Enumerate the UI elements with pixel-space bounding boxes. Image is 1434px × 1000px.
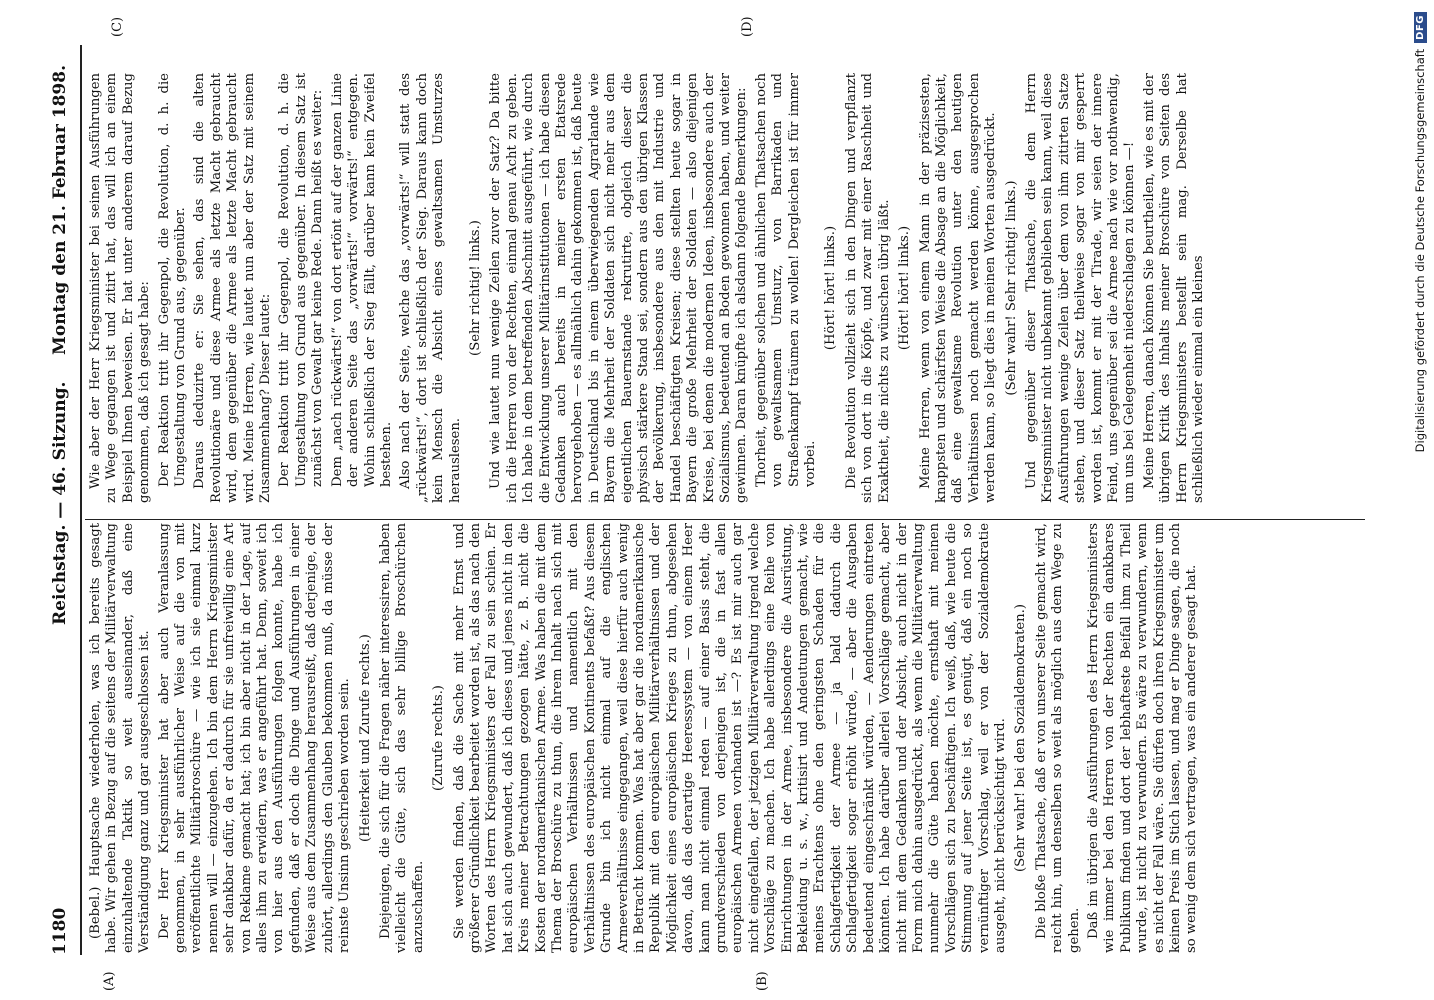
margin-letter-c: (C) xyxy=(110,16,125,37)
paragraph: Die Revolution vollzieht sich in den Dingen und verpflanzt sich von dort in die Köpfe, und zwar mit einer Raschheit und Exaktheit, die nichts zu wünschen übrig läßt. xyxy=(843,73,892,503)
paragraph: Die bloße Thatsache, daß er von unserer Seite gemacht wird, reicht hin, um denselben so weit als möglich aus dem Wege zu gehen. xyxy=(1033,523,1082,953)
paragraph: Daß im übrigen die Ausführungen des Herrn Kriegsministers wie immer bei den Herren von der Rechten ein dankbares Publikum finden und dort der lebhafteste Beifall ihm zu Theil wurde, ist nicht zu verwundern. Es wäre zu verwundern, wenn es nicht der Fall wäre. Sie dürfen doch ihren Kriegsminister um keinen Preis im Stich lassen, und mag er Dinge sagen, die noch so wenig dem sich vertragen, was ein anderer gesagt hat. xyxy=(1085,523,1200,953)
paragraph: Diejenigen, die sich für die Fragen näher interessiren, haben vielleicht die Güte, sich das sehr billige Broschürchen anzuschaffen. xyxy=(377,523,426,953)
paragraph: (Bebel.) Hauptsache wiederholen, was ich bereits gesagt habe. Wir gehen in Bezug auf die seitens der Militärverwaltung einzuhaltende Taktik so weit auseinander, daß eine Verständigung ganz und gar ausgeschlossen ist. xyxy=(88,523,153,953)
header-rule xyxy=(80,45,82,955)
column-divider xyxy=(85,519,1365,520)
quoted-passage: Der Reaktion tritt ihr Gegenpol, die Revolution, d. h. die Umgestaltung von Grund aus gegenüber. In diesem Satz ist zunächst von Gewalt gar keine Rede. Dann heißt es weiter: xyxy=(277,73,326,487)
rotated-page xyxy=(0,5,1370,995)
dfg-logo: DFG xyxy=(1414,12,1427,43)
interjection: (Hört! hört! links.) xyxy=(897,225,913,351)
paragraph: Und wie lautet nun wenige Zeilen zuvor der Satz? Da bitte ich die Herren von der Rechten, einmal genau Acht zu geben. Ich habe in dem betreffenden Abschnitt ausgeführt, wie durch die Entwicklung unserer Militärinstitutionen — ich habe diesen Gedanken auch bereits in meiner ersten Etatsrede hervorgehoben — es allmählich dahin gekommen ist, daß heute in Deutschland bis in einem überwiegenden Agrarlande wie Bayern die Mehrheit der Soldaten sich nicht mehr aus dem eigentlichen Bauernstande rekrutirte, obgleich dieser die physisch stärkere Stand sei, sondern aus den übrigen Klassen der Bevölkerung, insbesondere aus den mit Industrie und Handel beschäftigten Kreisen; diese stellten heute sogar in Bayern die große Mehrheit der Soldaten — also diejenigen Kreise, bei denen die modernen Ideen, insbesondere auch der Sozialismus, bedeutend an Boden gewonnen haben, und weiter gewinnen. Daran knüpfte ich alsdann folgende Bemerkungen: xyxy=(488,73,750,503)
paragraph: Wie aber der Herr Kriegsminister bei seinen Ausführungen zu Wege gegangen ist und zitirt hat, das will ich an einem Beispiel Ihnen beweisen. Er hat unter anderem darauf Bezug genommen, daß ich gesagt habe: xyxy=(88,73,153,503)
margin-letter-b: (B) xyxy=(755,971,770,991)
session-date: Montag den 21. Februar 1898. xyxy=(50,65,70,355)
session-title: Reichstag. — 46. Sitzung. xyxy=(50,381,70,625)
credit-text: Digitalisierung gefördert durch die Deutsche Forschungsgemeinschaft xyxy=(1413,48,1427,453)
paragraph: Der Herr Kriegsminister hat aber auch Veranlassung genommen, in sehr ausführlicher Weise auf die von mit veröffentlichte Militärbroschüre — wie ich sie einmal kurz nennen will — einzugehen. Ich bin dem Herrn Kriegsminister sehr dankbar dafür, da er dadurch für sie unfreiwillig eine Art von Reklame gemacht hat; ich bin aber nicht in der Lage, auf alles ihm zu erwidern, was er angeführt hat. Denn, soweit ich von hier aus den Ausführungen folgen konnte, habe ich gefunden, daß er doch die Dinge und Ausführungen in einer Weise aus dem Zusammenhang herausreißt, daß derjenige, der zuhört, allerdings den Glauben bekommen muß, da müsse der reinste Unsinn geschrieben worden sein. xyxy=(156,523,353,953)
interjection: (Sehr richtig! links.) xyxy=(467,220,483,356)
paragraph: Daraus deduzirte er: Sie sehen, das sind die alten Revolutionäre und diese Armee als letzte Macht gebraucht wird, dem gegenüber die Armee als letzte Macht gebraucht wird. Meine Herren, wie lautet nun aber der Satz mit seinem Zusammenhang? Dieser lautet: xyxy=(192,73,274,503)
running-header xyxy=(50,45,78,955)
left-text-column xyxy=(88,523,1358,953)
interjection: (Zurufe rechts.) xyxy=(431,685,447,791)
quoted-passage: Thorheit, gegenüber solchen und ähnlichen Thatsachen noch von gewaltsamem Umsturz, von Barrikaden und Straßenkampf träumen zu wollen! Dergleichen ist für immer vorbei. xyxy=(753,73,819,487)
quoted-passage: Dem „nach rückwärts!“ von dort ertönt auf der ganzen Linie der anderen Seite das „vorwärts!“ vorwärts!“ entgegen. Wohin schließlich der Sieg fällt, darüber kann kein Zweifel bestehen. xyxy=(329,73,394,487)
paragraph: Meine Herren, wenn von einem Mann in der präzisesten, knappsten und schärfsten Weise die Absage an die Möglichkeit, daß eine gewaltsame Revolution unter den heutigen Verhältnissen noch gemacht werden könne, ausgesprochen werden kann, so liegt dies in meinen Worten ausgedrückt. xyxy=(917,73,999,503)
interjection: (Hört! hört! links.) xyxy=(823,225,839,351)
paragraph: Und gegenüber dieser Thatsache, die dem Herrn Kriegsminister nicht unbekannt geblieben sein kann, weil diese Ausführungen wenige Zeilen über dem von ihm zitirten Satze stehen, und dieser Satz theilweise sogar von mir gesperrt worden ist, kommt er mit der Tirade, wir seien der innere Feind, uns gegenüber sei die Armee nach wie vor nothwendig, um uns bei Gelegenheit niederschlagen zu können —! xyxy=(1023,73,1138,503)
quoted-passage: Der Reaktion tritt ihr Gegenpol, die Revolution, d. h. die Umgestaltung von Grund aus, gegenüber. xyxy=(156,73,189,487)
digitization-credit xyxy=(1405,0,1433,1000)
page-number: 1180 xyxy=(50,907,70,955)
margin-letter-a: (A) xyxy=(102,971,117,991)
interjection: (Heiterkeit und Zurufe rechts.) xyxy=(357,634,373,842)
margin-letter-d: (D) xyxy=(740,16,755,37)
paragraph: Also nach der Seite, welche das „vorwärts!“ will statt des „rückwärts!“, dort ist schließlich der Sieg. Daraus kann doch kein Mensch die Absicht eines gewaltsamen Umsturzes herauslesen. xyxy=(398,73,463,503)
right-text-column xyxy=(88,73,1358,503)
interjection: (Sehr wahr! Sehr richtig! links.) xyxy=(1003,180,1019,396)
paragraph: Sie werden finden, daß die Sache mit mehr Ernst und größerer Gründlichkeit bearbeitet worden ist, als das nach den Worten des Herrn Kriegsministers der Fall zu sein schien. Er hat sich auch gewundert, daß ich dieses und jenes nicht in den Kreis meiner Betrachtungen gezogen hätte, z. B. nicht die Kosten der nordamerikanischen Armee. Was haben die mit dem Thema der Broschüre zu thun, die ihrem Inhalt nach sich mit europäischen Verhältnissen und namentlich mit den Verhältnissen des europäischen Kontinents befaßt? Aus diesem Grunde bin ich nicht einmal auf die englischen Armeeverhältnisse eingegangen, weil diese hierfür auch wenig in Betracht kommen. Was hat aber gar die nordamerikanische Republik mit den europäischen Militärverhältnissen und der Möglichkeit eines europäischen Krieges zu thun, abgesehen davon, daß das derartige Heeressystem — von einem Heer kann man nicht einmal reden — auf einer Basis steht, die grundverschieden von derjenigen ist, die in fast allen europäischen Armeen vorhanden ist —? Es ist mir auch gar nicht eingefallen, der jetzigen Militärverwaltung irgend welche Vorschläge zu machen. Ich habe allerdings eine Reihe von Einrichtungen in der Armee, insbesondere die Ausrüstung, Bekleidung u. s. w., kritisirt und Andeutungen gemacht, wie meines Erachtens ohne den geringsten Schaden für die Schlagfertigkeit der Armee — ja bald dadurch die Schlagfertigkeit sogar erhöht würde, — aber die Ausgaben bedeutend eingeschränkt würden, — Aenderungen eintreten könnten. Ich habe darüber allerlei Vorschläge gemacht, aber nicht mit dem Gedanken und der Absicht, auch nicht in der Form mich dahin ausgedrückt, als wenn die Militärverwaltung nunmehr die Güte haben möchte, ernsthaft mit meinen Vorschlägen sich zu beschäftigen. Ich weiß, daß, wie heute die Stimmung auf jener Seite ist, es genügt, daß ein noch so vernünftiger Vorschlag, weil er von der Sozialdemokratie ausgeht, nicht berücksichtigt wird. xyxy=(451,523,1008,953)
interjection: (Sehr wahr! bei den Sozialdemokraten.) xyxy=(1013,604,1029,872)
paragraph: Meine Herren, danach können Sie beurtheilen, wie es mit der übrigen Kritik des Inhalts meiner Broschüre von Seiten des Herrn Kriegsministers bestellt sein mag. Derselbe hat schließlich wieder einmal ein kleines xyxy=(1141,73,1206,503)
